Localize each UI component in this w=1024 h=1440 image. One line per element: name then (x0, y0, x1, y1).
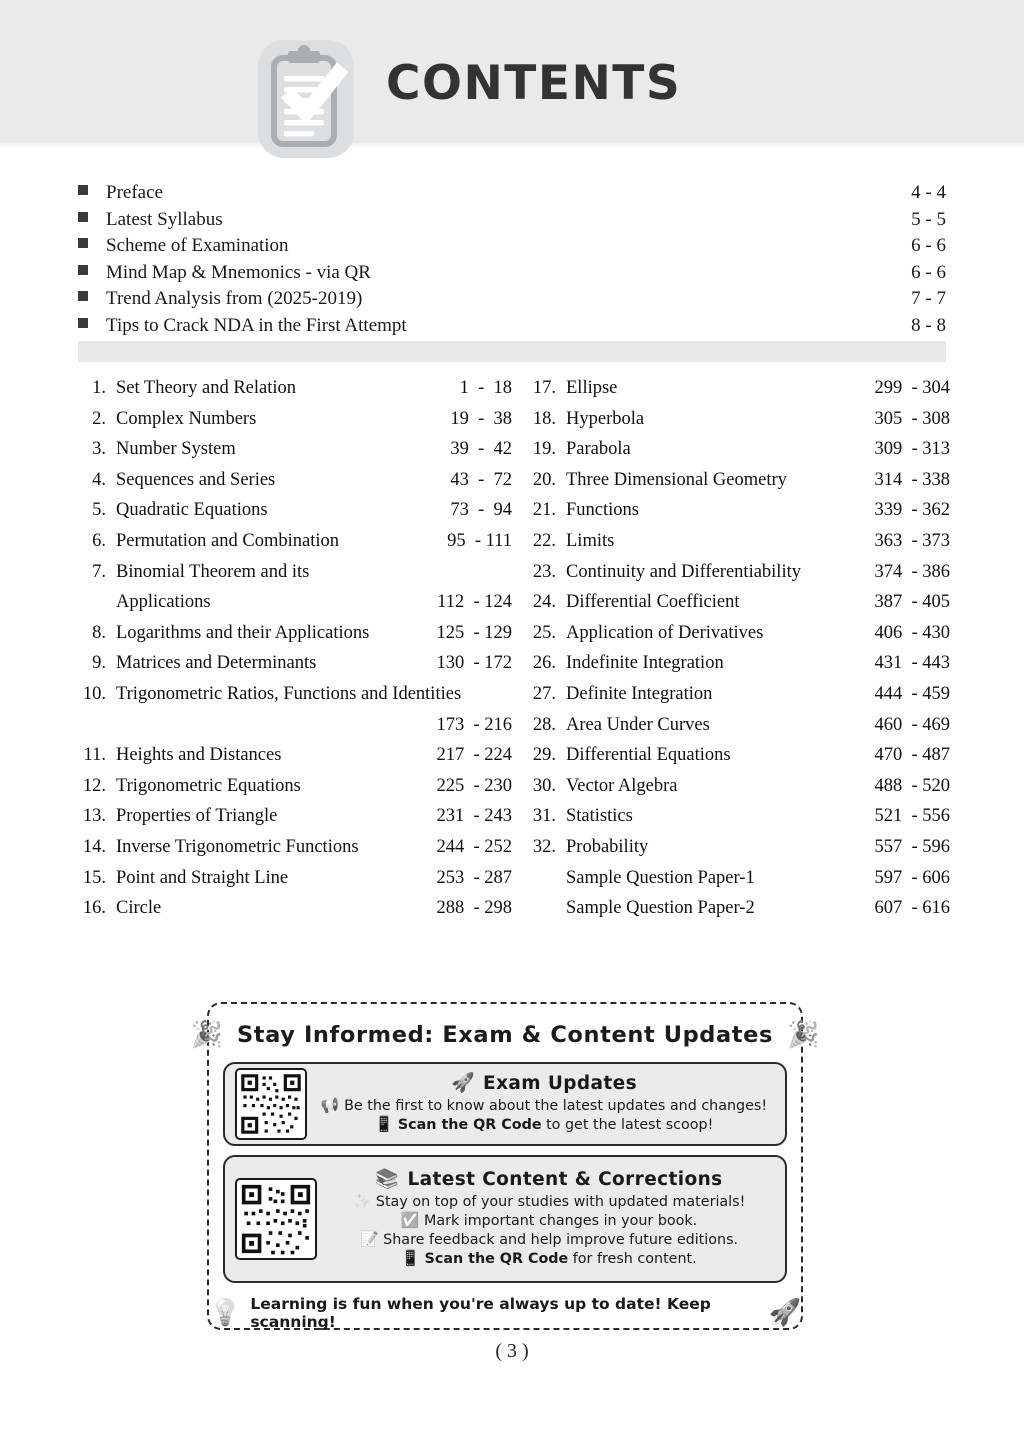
table-row[interactable] (520, 409, 950, 440)
chapter-number: 31. (532, 806, 556, 827)
chapter-pages: 19 - 38 (450, 408, 512, 429)
table-row[interactable] (72, 409, 512, 440)
chapter-pages: 95 - 111 (447, 530, 512, 551)
square-bullet-icon (78, 291, 88, 301)
chapter-title: Hyperbola (566, 408, 645, 429)
latest-content-line-4-bold: Scan the QR Code (424, 1251, 569, 1267)
chapter-title: Sample Question Paper-2 (566, 898, 755, 919)
front-matter-pages: 5 - 5 (911, 208, 946, 230)
chapter-number: 30. (532, 775, 556, 796)
books-icon: 📚 (375, 1168, 400, 1190)
chapter-number: 12. (82, 775, 106, 796)
front-matter-label: Scheme of Examination (106, 235, 289, 256)
chapter-column-right (520, 378, 950, 929)
front-matter-label: Latest Syllabus (106, 208, 223, 230)
list-item[interactable] (78, 182, 946, 209)
front-matter-pages: 8 - 8 (911, 314, 946, 336)
chapter-pages: 387 - 405 (874, 592, 950, 613)
latest-content-line-2 (323, 1212, 775, 1231)
chapter-title: Inverse Trigonometric Functions (116, 836, 359, 857)
chapter-title: Logarithms and their Applications (116, 622, 370, 643)
chapter-title: Circle (116, 898, 162, 919)
chapter-title: Trigonometric Ratios, Functions and Identities (116, 683, 462, 704)
table-row[interactable] (72, 776, 512, 807)
table-row[interactable] (520, 378, 950, 409)
chapter-title: Complex Numbers (116, 408, 257, 429)
chapter-pages: 173 - 216 (436, 714, 512, 735)
qr-code-icon[interactable] (235, 1068, 307, 1140)
chapter-pages: 607 - 616 (874, 898, 950, 919)
chapter-title: Ellipse (566, 378, 618, 398)
chapter-pages: 309 - 313 (874, 439, 950, 460)
table-row[interactable] (72, 562, 512, 593)
chapter-number: 20. (532, 469, 556, 490)
latest-content-body (323, 1169, 775, 1269)
table-row[interactable] (72, 745, 512, 776)
latest-content-line-1 (323, 1193, 775, 1212)
table-row[interactable] (72, 684, 512, 715)
table-row[interactable] (72, 470, 512, 501)
chapter-title: Continuity and Differentiability (566, 561, 801, 582)
chapter-pages: 406 - 430 (874, 622, 950, 643)
party-popper-icon: 🎉 (787, 1020, 820, 1050)
light-bulb-icon: 💡 (209, 1298, 242, 1328)
table-row-continuation[interactable] (72, 592, 512, 623)
chapter-title: Sequences and Series (116, 469, 276, 490)
table-row[interactable] (520, 898, 950, 929)
chapter-number: 16. (82, 898, 106, 919)
chapter-number: 28. (532, 714, 556, 735)
table-row[interactable] (72, 653, 512, 684)
mobile-phone-icon: 📱 (401, 1249, 420, 1267)
chapter-columns (0, 378, 1024, 929)
chapter-pages: 488 - 520 (874, 775, 950, 796)
chapter-pages: 43 - 72 (450, 469, 512, 490)
exam-updates-line-2 (313, 1116, 775, 1135)
chapter-title: Vector Algebra (566, 775, 678, 796)
table-row[interactable] (72, 806, 512, 837)
table-row[interactable] (520, 868, 950, 899)
qr-code-icon[interactable] (235, 1178, 317, 1260)
exam-updates-line-2-rest: to get the latest scoop! (541, 1117, 714, 1133)
promo-header (190, 1004, 820, 1062)
front-matter-label: Trend Analysis from (2025-2019) (106, 288, 363, 309)
chapter-title: Matrices and Determinants (116, 653, 317, 674)
chapter-title: Definite Integration (566, 683, 713, 704)
exam-updates-line-1 (313, 1097, 775, 1116)
square-bullet-icon (78, 212, 88, 222)
page-title: CONTENTS (386, 55, 682, 111)
latest-content-line-1-text: Stay on top of your studies with updated materials! (375, 1194, 746, 1210)
chapter-number: 15. (82, 867, 106, 888)
chapter-title: Quadratic Equations (116, 500, 268, 521)
table-row[interactable] (520, 500, 950, 531)
chapter-number: 13. (82, 806, 106, 827)
chapter-pages: 73 - 94 (450, 500, 512, 521)
table-row[interactable] (520, 776, 950, 807)
front-matter-pages: 6 - 6 (911, 235, 946, 256)
chapter-pages: 557 - 596 (874, 836, 950, 857)
chapter-pages: 314 - 338 (874, 469, 950, 490)
chapter-number: 24. (532, 592, 556, 613)
front-matter-label: Tips to Crack NDA in the First Attempt (106, 314, 407, 336)
latest-content-line-4 (323, 1250, 775, 1269)
table-row[interactable] (72, 378, 512, 409)
chapter-title: Differential Equations (566, 745, 731, 766)
section-divider (78, 341, 946, 362)
chapter-number: 10. (82, 683, 106, 704)
chapter-title: Sample Question Paper-1 (566, 867, 755, 888)
front-matter-pages: 6 - 6 (911, 261, 946, 283)
chapter-title: Functions (566, 500, 639, 521)
chapter-title: Three Dimensional Geometry (566, 469, 787, 490)
chapter-title: Application of Derivatives (566, 622, 764, 643)
promo-footer-text: Learning is fun when you're always up to date! Keep scanning! (250, 1295, 711, 1331)
chapter-pages: 1 - 18 (459, 378, 512, 398)
latest-content-line-3 (323, 1231, 775, 1250)
table-row[interactable] (520, 837, 950, 868)
exam-updates-line-2-bold: Scan the QR Code (397, 1117, 542, 1133)
chapter-title: Heights and Distances (116, 745, 282, 766)
megaphone-icon: 📢 (320, 1096, 340, 1114)
chapter-title: Indefinite Integration (566, 653, 724, 674)
chapter-number: 17. (532, 378, 556, 398)
front-matter-label: Preface (106, 182, 163, 203)
chapter-pages: 470 - 487 (874, 745, 950, 766)
chapter-title: Parabola (566, 439, 631, 460)
chapter-number: 7. (92, 561, 106, 582)
chapter-number: 1. (92, 378, 106, 398)
latest-content-title-row (323, 1169, 775, 1190)
table-row[interactable] (520, 531, 950, 562)
chapter-number: 22. (532, 530, 556, 551)
mobile-phone-icon: 📱 (374, 1115, 394, 1133)
list-item[interactable] (78, 235, 946, 262)
table-row[interactable] (520, 592, 950, 623)
chapter-number: 25. (532, 622, 556, 643)
square-bullet-icon (78, 265, 88, 275)
chapter-title: Point and Straight Line (116, 867, 289, 888)
latest-content-title: Latest Content & Corrections (407, 1169, 723, 1190)
table-row[interactable] (520, 439, 950, 470)
list-item[interactable] (78, 262, 946, 289)
table-row[interactable] (520, 806, 950, 837)
table-row[interactable] (72, 837, 512, 868)
chapter-number: 2. (92, 408, 106, 429)
sparkles-icon: ✨ (352, 1192, 372, 1210)
chapter-pages: 460 - 469 (874, 714, 950, 735)
party-popper-icon: 🎉 (190, 1020, 223, 1050)
chapter-title: Binomial Theorem and its (116, 561, 310, 582)
chapter-pages: 217 - 224 (436, 745, 512, 766)
exam-updates-title: Exam Updates (483, 1073, 638, 1094)
chapter-title: Limits (566, 530, 615, 551)
table-row[interactable] (520, 470, 950, 501)
chapter-pages: 363 - 373 (874, 530, 950, 551)
chapter-pages: 125 - 129 (436, 622, 512, 643)
table-row[interactable] (520, 623, 950, 654)
chapter-number: 29. (532, 745, 556, 766)
page-header (0, 0, 1024, 190)
chapter-title: Number System (116, 439, 236, 460)
table-row[interactable] (72, 500, 512, 531)
chapter-number: 19. (532, 439, 556, 460)
exam-updates-body (313, 1073, 775, 1135)
list-item[interactable] (78, 288, 946, 315)
table-row-continuation[interactable] (72, 715, 512, 746)
chapter-number: 3. (92, 439, 106, 460)
latest-content-line-4-rest: for fresh content. (568, 1251, 697, 1267)
chapter-title: Permutation and Combination (116, 530, 340, 551)
chapter-title: Trigonometric Equations (116, 775, 301, 796)
chapter-number: 5. (92, 500, 106, 521)
chapter-number: 6. (92, 530, 106, 551)
chapter-title: Probability (566, 836, 649, 857)
latest-content-line-3-text: Share feedback and help improve future editions. (383, 1232, 739, 1248)
chapter-title: Statistics (566, 806, 633, 827)
table-row[interactable] (520, 653, 950, 684)
front-matter-pages: 7 - 7 (911, 288, 946, 309)
table-row[interactable] (520, 562, 950, 593)
table-row[interactable] (72, 868, 512, 899)
page-number: ( 3 ) (495, 1340, 529, 1362)
front-matter-list (78, 182, 946, 341)
chapter-pages: 431 - 443 (874, 653, 950, 674)
chapter-pages: 374 - 386 (874, 561, 950, 582)
square-bullet-icon (78, 318, 88, 328)
chapter-pages: 305 - 308 (874, 408, 950, 429)
square-bullet-icon (78, 185, 88, 195)
exam-updates-card[interactable] (223, 1062, 787, 1146)
chapter-number: 26. (532, 653, 556, 674)
table-row[interactable] (520, 684, 950, 715)
table-row[interactable] (520, 715, 950, 746)
table-row[interactable] (72, 439, 512, 470)
table-row[interactable] (520, 745, 950, 776)
chapter-pages: 39 - 42 (450, 439, 512, 460)
list-item[interactable] (78, 209, 946, 236)
chapter-number: 21. (532, 500, 556, 521)
check-box-icon: ✅ (400, 1211, 420, 1229)
front-matter-pages: 4 - 4 (911, 182, 946, 203)
chapter-pages: 244 - 252 (436, 836, 512, 857)
chapter-title: Properties of Triangle (116, 806, 278, 827)
chapter-number: 23. (532, 561, 556, 582)
chapter-pages: 288 - 298 (436, 898, 512, 919)
chapter-pages: 339 - 362 (874, 500, 950, 521)
chapter-pages: 225 - 230 (436, 775, 512, 796)
chapter-number: 8. (92, 622, 106, 643)
chapter-number: 11. (83, 745, 106, 766)
chapter-pages: 231 - 243 (436, 806, 512, 827)
memo-icon: 📝 (359, 1230, 379, 1248)
square-bullet-icon (78, 238, 88, 248)
front-matter-label: Mind Map & Mnemonics - via QR (106, 261, 371, 283)
table-row[interactable] (72, 623, 512, 654)
chapter-number: 32. (532, 836, 556, 857)
exam-updates-line-1-text: Be the first to know about the latest updates and changes! (344, 1098, 768, 1114)
chapter-number: 14. (82, 836, 106, 857)
chapter-number: 9. (92, 653, 106, 674)
chapter-title: Set Theory and Relation (116, 378, 296, 398)
chapter-number: 18. (532, 408, 556, 429)
rocket-icon: 🚀 (450, 1072, 476, 1094)
stay-informed-box (190, 1002, 820, 1331)
chapter-number: 27. (532, 683, 556, 704)
chapter-pages: 299 - 304 (874, 378, 950, 398)
rocket-icon: 🚀 (768, 1298, 801, 1328)
chapter-title: Applications (116, 592, 211, 613)
chapter-column-left (72, 378, 512, 929)
table-row[interactable] (72, 898, 512, 929)
chapter-title: Differential Coefficient (566, 592, 740, 613)
chapter-title: Area Under Curves (566, 714, 710, 735)
chapter-pages: 130 - 172 (436, 653, 512, 674)
chapter-number: 4. (92, 469, 106, 490)
chapter-pages: 521 - 556 (874, 806, 950, 827)
chapter-pages: 444 - 459 (874, 683, 950, 704)
chapter-pages: 112 - 124 (437, 592, 512, 613)
latest-content-card[interactable] (223, 1155, 787, 1283)
chapter-pages: 597 - 606 (874, 867, 950, 888)
chapter-pages: 253 - 287 (436, 867, 512, 888)
promo-footer (209, 1292, 801, 1334)
latest-content-line-2-text: Mark important changes in your book. (423, 1213, 698, 1229)
promo-title: Stay Informed: Exam & Content Updates (237, 1022, 774, 1048)
exam-updates-title-row (313, 1073, 775, 1094)
table-row[interactable] (72, 531, 512, 562)
list-item[interactable] (78, 315, 946, 342)
clipboard-check-icon (258, 40, 354, 158)
